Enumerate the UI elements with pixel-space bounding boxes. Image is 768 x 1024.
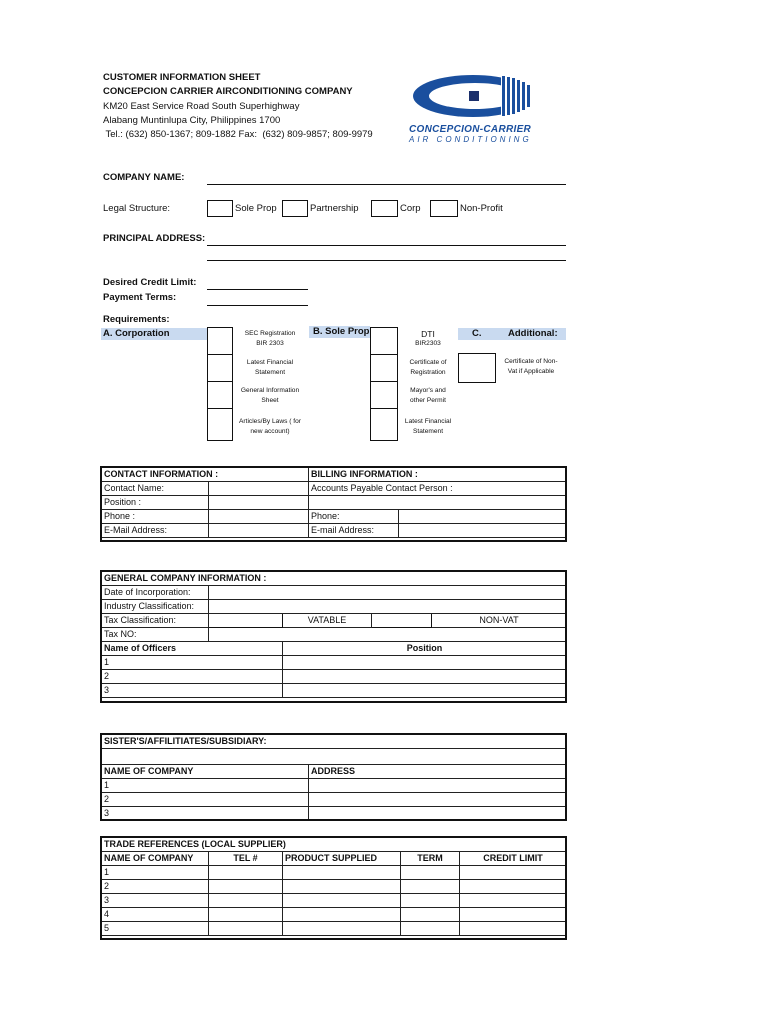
non-vat-label: NON-VAT [432,614,567,628]
trade-tel-field[interactable] [209,908,283,922]
general-info-checkbox[interactable] [207,381,233,409]
industry-label: Industry Classification: [102,600,209,614]
company-logo [405,72,550,142]
email-field[interactable] [209,524,309,538]
trade-tel-field[interactable] [209,894,283,908]
sister-address-header: ADDRESS [309,765,567,779]
principal-address-label: PRINCIPAL ADDRESS: [103,233,206,244]
logo-subtitle: AIR CONDITIONING [409,135,532,144]
tax-no-field[interactable] [209,628,567,642]
principal-address-input-1[interactable] [207,245,566,246]
accounts-payable-field[interactable] [309,496,567,510]
certificate-non-vat-checkbox[interactable] [458,353,496,383]
trade-credit-field[interactable] [460,880,567,894]
trade-references-table [101,837,567,936]
sister-address-field[interactable] [309,779,567,793]
certificate-registration-checkbox[interactable] [370,354,398,382]
trade-col-product: PRODUCT SUPPLIED [283,852,401,866]
trade-col-term: TERM [401,852,460,866]
date-incorporation-label: Date of Incorporation: [102,586,209,600]
contact-line: Tel.: (632) 850-1367; 809-1882 Fax: (632) 809-9857; 809-9979 [103,129,373,140]
tax-class-label: Tax Classification: [102,614,209,628]
latest-financial-a-checkbox[interactable] [207,354,233,382]
articles-text: Articles/By Laws ( for new account) [239,418,301,435]
credit-limit-input[interactable] [207,289,308,290]
billing-email-field[interactable] [399,524,567,538]
corp-label: Corp [400,203,421,214]
company-name-input[interactable] [207,184,566,185]
company-name-label: COMPANY NAME: [103,172,185,183]
legal-structure-label: Legal Structure: [103,203,171,214]
officer-position-field[interactable] [283,656,567,670]
sole-prop-heading: B. Sole Prop [313,326,370,337]
payment-terms-input[interactable] [207,305,308,306]
certificate-registration-text: Certificate of Registration [409,359,447,376]
officer-position-field[interactable] [283,684,567,698]
trade-row[interactable]: 3 [102,894,209,908]
trade-credit-field[interactable] [460,908,567,922]
sister-address-field[interactable] [309,807,567,821]
additional-c-heading: C. [472,328,482,339]
additional-heading: Additional: [508,328,558,339]
trade-row[interactable]: 4 [102,908,209,922]
trade-product-field[interactable] [283,922,401,936]
sole-prop-checkbox[interactable] [207,200,233,217]
dti-text: DTI BIR2303 [415,329,441,347]
trade-credit-field[interactable] [460,866,567,880]
certificate-non-vat-text: Certificate of Non- Vat if Applicable [504,358,558,375]
trade-term-field[interactable] [401,894,460,908]
officer-row[interactable]: 2 [102,670,283,684]
partnership-checkbox[interactable] [282,200,308,217]
officer-row[interactable]: 3 [102,684,283,698]
trade-credit-field[interactable] [460,922,567,936]
latest-financial-b-text: Latest Financial Statement [404,418,452,435]
email-label: E-Mail Address: [102,524,209,538]
officer-row[interactable]: 1 [102,656,283,670]
credit-limit-label: Desired Credit Limit: [103,277,197,288]
trade-tel-field[interactable] [209,922,283,936]
general-info-text: General Information Sheet [240,387,300,404]
payment-terms-label: Payment Terms: [103,292,177,303]
trade-term-field[interactable] [401,922,460,936]
trade-product-field[interactable] [283,908,401,922]
trade-col-name: NAME OF COMPANY [102,852,209,866]
trade-term-field[interactable] [401,908,460,922]
sister-row[interactable]: 3 [102,807,309,821]
phone-label: Phone : [102,510,209,524]
industry-field[interactable] [209,600,567,614]
position-label: Position : [102,496,209,510]
trade-product-field[interactable] [283,866,401,880]
trade-credit-field[interactable] [460,894,567,908]
trade-term-field[interactable] [401,866,460,880]
non-vat-checkbox[interactable] [372,614,432,628]
address-line-2: Alabang Muntinlupa City, Philippines 1700 [103,115,281,126]
mayors-permit-text: Mayor's and other Permit [410,387,446,404]
sister-companies-table [101,734,567,821]
logo-name: CONCEPCION-CARRIER [409,124,532,135]
sister-name-header: NAME OF COMPANY [102,765,309,779]
contact-name-label: Contact Name: [102,482,209,496]
latest-financial-a-text: Latest Financial Statement [246,359,294,376]
trade-col-tel: TEL # [209,852,283,866]
vatable-label: VATABLE [283,614,372,628]
billing-phone-label: Phone: [309,510,399,524]
sister-header: SISTER'S/AFFILITIATES/SUBSIDIARY: [102,735,567,749]
phone-field[interactable] [209,510,309,524]
contact-billing-table [101,467,567,538]
officer-position-header: Position [283,642,567,656]
address-line-1: KM20 East Service Road South Superhighway [103,101,300,112]
sole-prop-label: Sole Prop [235,203,277,214]
non-profit-checkbox[interactable] [430,200,458,217]
requirements-label: Requirements: [103,314,170,325]
tax-no-label: Tax NO: [102,628,209,642]
sec-registration-text: SEC Registration BIR 2303 [244,330,296,347]
date-incorporation-field[interactable] [209,586,567,600]
trade-row[interactable]: 1 [102,866,209,880]
sec-registration-checkbox[interactable] [207,327,233,355]
trade-tel-field[interactable] [209,880,283,894]
officer-position-field[interactable] [283,670,567,684]
latest-financial-b-checkbox[interactable] [370,408,398,441]
doc-title: CUSTOMER INFORMATION SHEET [103,72,261,83]
trade-row[interactable]: 5 [102,922,209,936]
corporation-heading: A. Corporation [103,328,170,339]
trade-col-credit: CREDIT LIMIT [460,852,567,866]
billing-info-header: BILLING INFORMATION : [309,468,567,482]
corp-checkbox[interactable] [371,200,398,217]
contact-info-header: CONTACT INFORMATION : [102,468,309,482]
billing-phone-field[interactable] [399,510,567,524]
articles-checkbox[interactable] [207,408,233,441]
partnership-label: Partnership [310,203,359,214]
billing-email-label: E-mail Address: [309,524,399,538]
sister-row[interactable]: 1 [102,779,309,793]
accounts-payable-label: Accounts Payable Contact Person : [309,482,567,496]
officers-header: Name of Officers [102,642,283,656]
trade-row[interactable]: 2 [102,880,209,894]
sister-blank-row [102,749,567,765]
vatable-checkbox[interactable] [209,614,283,628]
sister-row[interactable]: 2 [102,793,309,807]
principal-address-input-2[interactable] [207,260,566,261]
non-profit-label: Non-Profit [460,203,503,214]
logo-emblem-icon [405,72,550,120]
trade-product-field[interactable] [283,880,401,894]
general-info-header: GENERAL COMPANY INFORMATION : [102,572,567,586]
company-title: CONCEPCION CARRIER AIRCONDITIONING COMPANY [103,86,353,97]
trade-tel-field[interactable] [209,866,283,880]
position-field[interactable] [209,496,309,510]
sister-address-field[interactable] [309,793,567,807]
trade-product-field[interactable] [283,894,401,908]
trade-header: TRADE REFERENCES (LOCAL SUPPLIER) [102,838,567,852]
mayors-permit-checkbox[interactable] [370,381,398,409]
trade-term-field[interactable] [401,880,460,894]
general-info-table [101,571,567,698]
contact-name-field[interactable] [209,482,309,496]
dti-checkbox[interactable] [370,327,398,355]
